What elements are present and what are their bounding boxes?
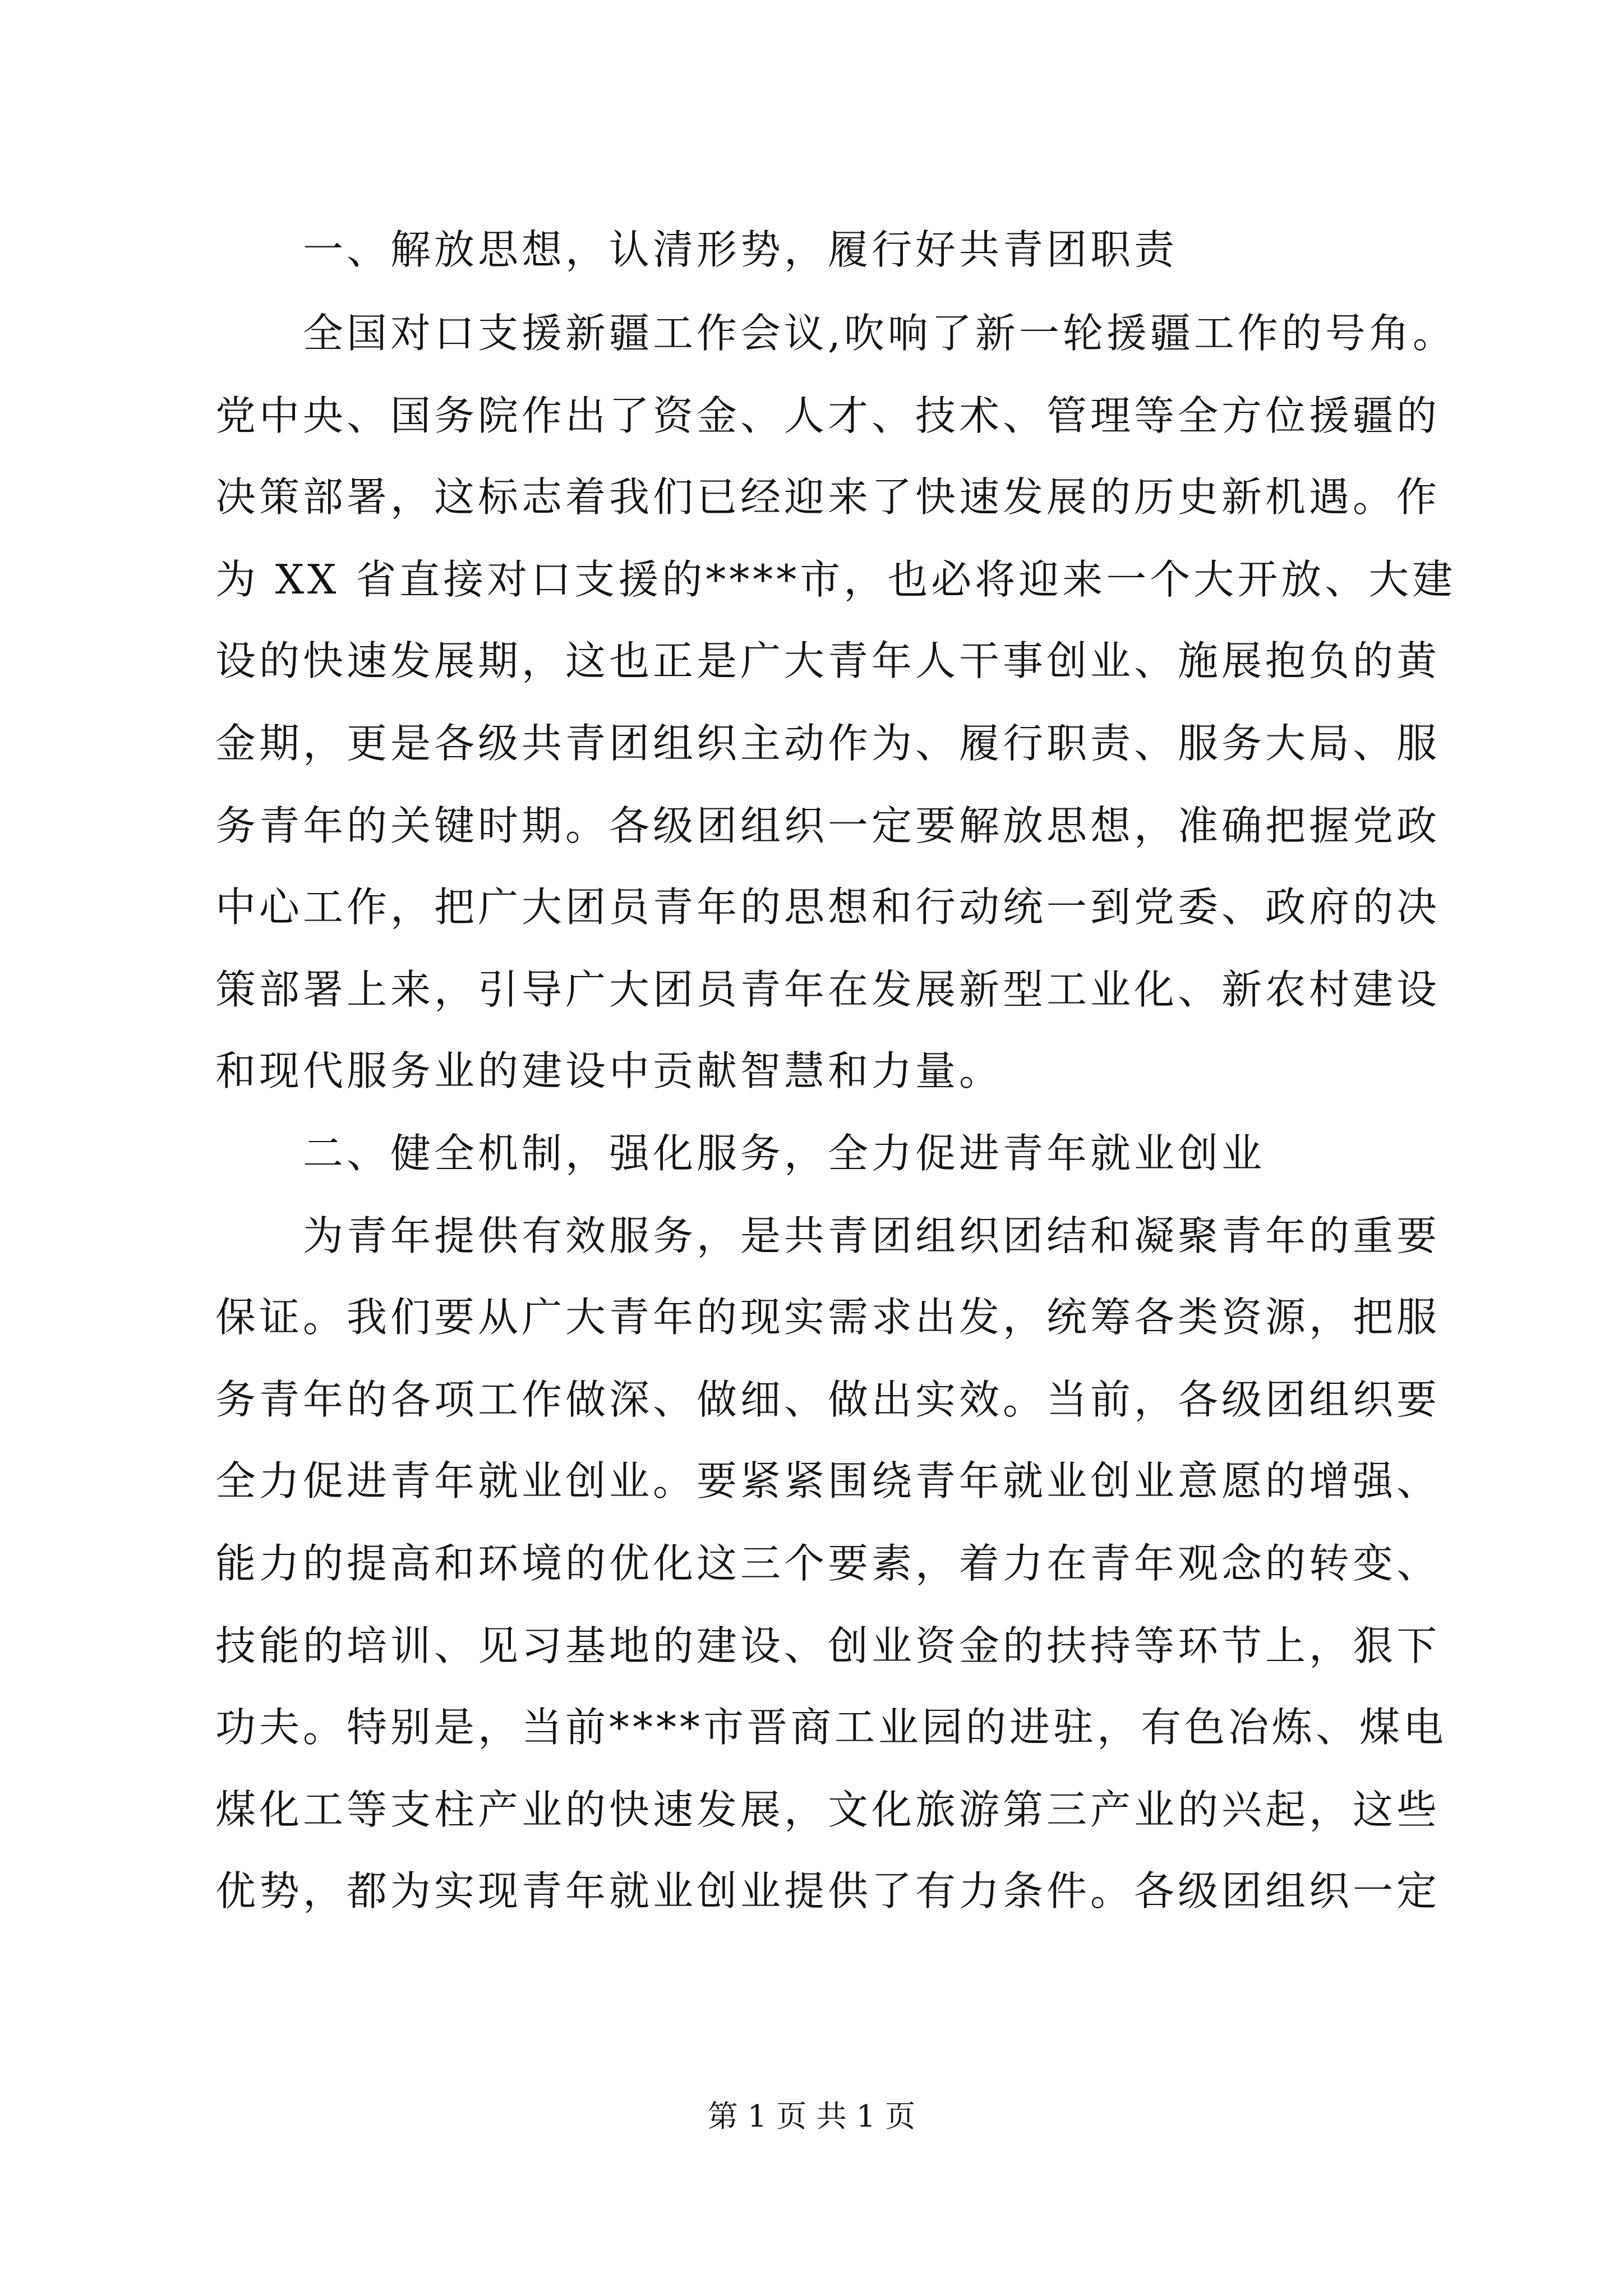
paragraph-line: 务青年的关键时期。各级团组织一定要解放思想，准确把握党政 [215, 802, 1441, 849]
paragraph-line: 功夫。特别是，当前****市晋商工业园的进驻，有色冶炼、煤电 [215, 1704, 1447, 1751]
paragraph-line: 能力的提高和环境的优化这三个要素，着力在青年观念的转变、 [215, 1540, 1441, 1587]
paragraph-line: 和现代服务业的建设中贡献智慧和力量。 [215, 1047, 1003, 1094]
section-heading-2: 二、健全机制，强化服务，全力促进青年就业创业 [303, 1130, 1266, 1177]
paragraph-line: 党中央、国务院作出了资金、人才、技术、管理等全方位援疆的 [215, 392, 1441, 439]
paragraph-line: 策部署上来，引导广大团员青年在发展新型工业化、新农村建设 [215, 966, 1441, 1013]
section-heading-1: 一、解放思想，认清形势，履行好共青团职责 [303, 226, 1178, 273]
paragraph-line: 全国对口支援新疆工作会议,吹响了新一轮援疆工作的号角。 [303, 310, 1456, 357]
paragraph-line: 金期，更是各级共青团组织主动作为、履行职责、服务大局、服 [215, 720, 1441, 767]
paragraph-line: 为 XX 省直接对口支援的****市，也必将迎来一个大开放、大建 [215, 556, 1456, 603]
paragraph-line: 技能的培训、见习基地的建设、创业资金的扶持等环节上，狠下 [215, 1622, 1441, 1669]
paragraph-line: 为青年提供有效服务，是共青团组织团结和凝聚青年的重要 [303, 1212, 1441, 1259]
paragraph-line: 决策部署，这标志着我们已经迎来了快速发展的历史新机遇。作 [215, 473, 1441, 521]
paragraph-line: 务青年的各项工作做深、做细、做出实效。当前，各级团组织要 [215, 1376, 1441, 1423]
paragraph-line: 设的快速发展期，这也正是广大青年人干事创业、施展抱负的黄 [215, 637, 1441, 684]
paragraph-line: 保证。我们要从广大青年的现实需求出发，统筹各类资源，把服 [215, 1294, 1441, 1341]
paragraph-line: 全力促进青年就业创业。要紧紧围绕青年就业创业意愿的增强、 [215, 1457, 1441, 1504]
paragraph-line: 中心工作，把广大团员青年的思想和行动统一到党委、政府的决 [215, 884, 1441, 931]
page-footer: 第 1 页 共 1 页 [707, 2099, 916, 2134]
paragraph-line: 煤化工等支柱产业的快速发展，文化旅游第三产业的兴起，这些 [215, 1786, 1441, 1833]
paragraph-line: 优势，都为实现青年就业创业提供了有力条件。各级团组织一定 [215, 1867, 1441, 1915]
